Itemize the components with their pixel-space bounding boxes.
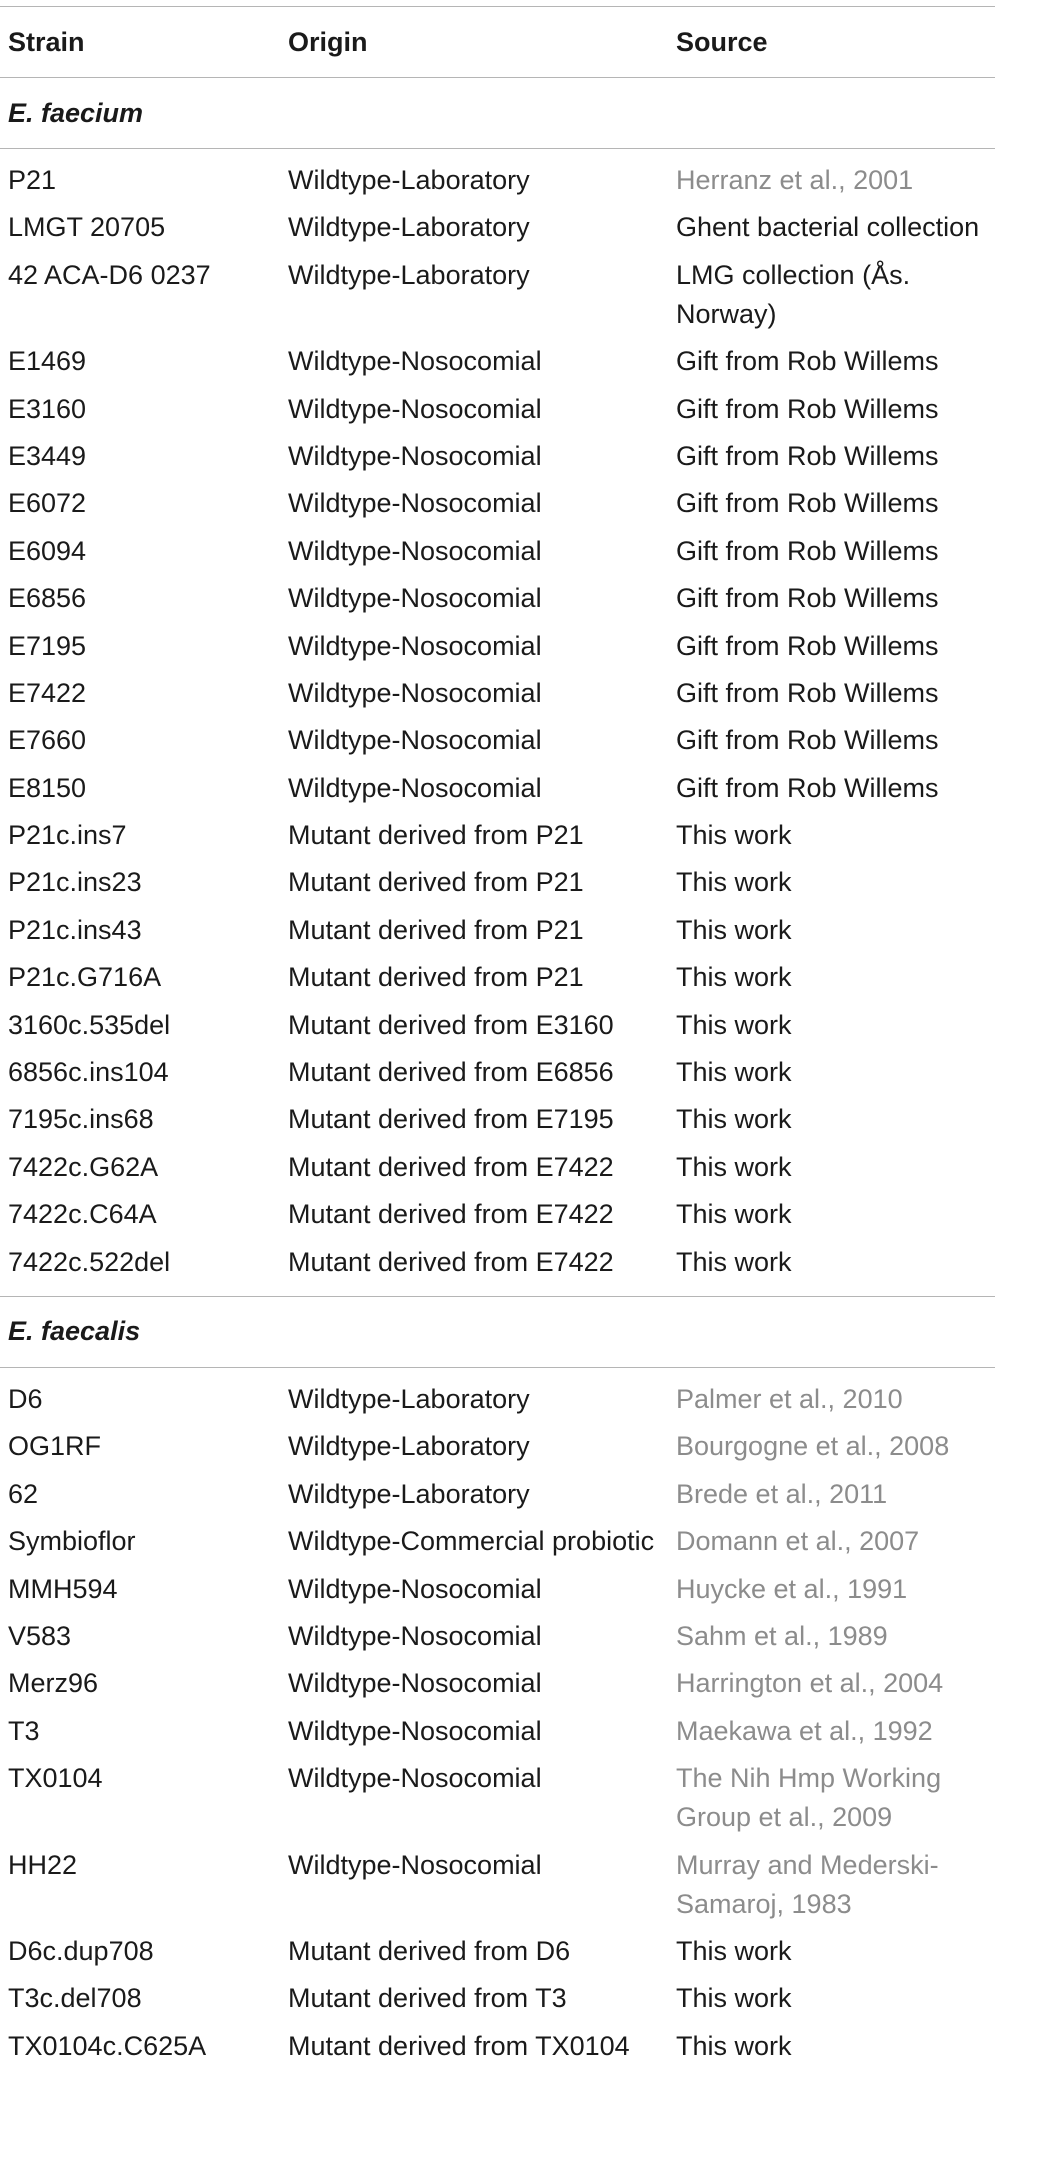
strain-cell: T3c.del708: [8, 1983, 142, 2014]
table-row: [0, 1475, 995, 1522]
table-row: [0, 627, 995, 674]
source-cell: LMG collection (Ås. Norway): [676, 259, 911, 329]
source-cell: This work: [676, 914, 792, 945]
strain-cell: MMH594: [8, 1573, 118, 1604]
table-row: [0, 390, 995, 437]
origin-cell: Wildtype-Nosocomial: [288, 772, 542, 803]
source-cell: Sahm et al., 1989: [676, 1620, 888, 1651]
strain-cell: Merz96: [8, 1668, 99, 1699]
source-cell: Ghent bacterial collection: [676, 212, 980, 243]
source-cell: Bourgogne et al., 2008: [676, 1431, 950, 1462]
source-cell: This work: [676, 1104, 792, 1135]
strain-cell: E3160: [8, 393, 87, 424]
origin-cell: Mutant derived from E3160: [288, 1009, 614, 1040]
origin-cell: Mutant derived from E6856: [288, 1057, 614, 1088]
table-header: [0, 7, 995, 77]
strain-cell: V583: [8, 1620, 72, 1651]
source-cell: This work: [676, 1151, 792, 1182]
origin-cell: Wildtype-Laboratory: [288, 1478, 530, 1509]
section-title: [0, 1297, 995, 1367]
source-cell: Gift from Rob Willems: [676, 440, 939, 471]
origin-cell: Wildtype-Laboratory: [288, 259, 530, 290]
origin-cell: Mutant derived from P21: [288, 914, 584, 945]
table-row: [0, 958, 995, 1005]
section-title: [0, 78, 995, 148]
header-source: Source: [676, 26, 768, 57]
strain-cell: LMGT 20705: [8, 212, 166, 243]
origin-cell: Wildtype-Nosocomial: [288, 1620, 542, 1651]
strain-cell: P21c.ins23: [8, 867, 142, 898]
source-cell: Gift from Rob Willems: [676, 772, 939, 803]
origin-cell: Wildtype-Nosocomial: [288, 1849, 542, 1880]
source-cell: The Nih Hmp Working Group et al., 2009: [676, 1763, 942, 1833]
strain-cell: HH22: [8, 1849, 78, 1880]
strain-cell: E7660: [8, 725, 87, 756]
table-row: [0, 1846, 995, 1932]
strain-cell: TX0104c.C625A: [8, 2030, 207, 2061]
table-row: [0, 911, 995, 958]
table-row: [0, 674, 995, 721]
source-cell: This work: [676, 1009, 792, 1040]
table-row: [0, 256, 995, 342]
origin-cell: Wildtype-Nosocomial: [288, 1668, 542, 1699]
origin-cell: Wildtype-Laboratory: [288, 1383, 530, 1414]
source-cell: Gift from Rob Willems: [676, 677, 939, 708]
origin-cell: Wildtype-Commercial probiotic: [288, 1526, 655, 1557]
strain-cell: D6c.dup708: [8, 1935, 154, 1966]
source-cell: Murray and Mederski-Samaroj, 1983: [676, 1849, 939, 1919]
origin-cell: Wildtype-Nosocomial: [288, 488, 542, 519]
source-cell: Brede et al., 2011: [676, 1478, 888, 1509]
table-row: [0, 1243, 995, 1290]
strain-cell: E7195: [8, 630, 87, 661]
table-row: [0, 1617, 995, 1664]
source-cell: Gift from Rob Willems: [676, 346, 939, 377]
strain-cell: D6: [8, 1383, 43, 1414]
table-row: [0, 1979, 995, 2026]
table-row: [0, 1380, 995, 1427]
table-row: [0, 579, 995, 626]
strain-table: [0, 6, 995, 2080]
strain-cell: P21c.G716A: [8, 962, 162, 993]
strain-cell: 42 ACA-D6 0237: [8, 259, 211, 290]
origin-cell: Wildtype-Nosocomial: [288, 725, 542, 756]
strain-cell: P21: [8, 165, 57, 195]
table-row: [0, 1195, 995, 1242]
strain-cell: 7422c.C64A: [8, 1199, 157, 1230]
strain-cell: 7422c.522del: [8, 1246, 171, 1277]
source-cell: Gift from Rob Willems: [676, 393, 939, 424]
table-row: [0, 1759, 995, 1845]
table-row: [0, 342, 995, 389]
strain-cell: 7422c.G62A: [8, 1151, 159, 1182]
source-cell: Gift from Rob Willems: [676, 535, 939, 566]
origin-cell: Mutant derived from TX0104: [288, 2030, 630, 2061]
table-row: [0, 1006, 995, 1053]
table-row: [0, 208, 995, 255]
strain-cell: E6072: [8, 488, 87, 519]
origin-cell: Wildtype-Nosocomial: [288, 677, 542, 708]
table-row: [0, 484, 995, 531]
table-row: [0, 1932, 995, 1979]
source-cell: This work: [676, 1935, 792, 1966]
header-origin: Origin: [288, 26, 368, 57]
strain-cell: P21c.ins7: [8, 820, 127, 851]
strain-cell: E3449: [8, 440, 87, 471]
origin-cell: Mutant derived from E7422: [288, 1199, 614, 1230]
origin-cell: Wildtype-Nosocomial: [288, 583, 542, 614]
source-cell: Harrington et al., 2004: [676, 1668, 944, 1699]
source-cell: This work: [676, 867, 792, 898]
origin-cell: Wildtype-Nosocomial: [288, 1573, 542, 1604]
strain-cell: E7422: [8, 677, 87, 708]
strain-cell: E1469: [8, 346, 87, 377]
origin-cell: Wildtype-Laboratory: [288, 1431, 530, 1462]
origin-cell: Mutant derived from P21: [288, 820, 584, 851]
strain-cell: T3: [8, 1715, 40, 1746]
source-cell: This work: [676, 1057, 792, 1088]
origin-cell: Mutant derived from E7422: [288, 1246, 614, 1277]
source-cell: This work: [676, 2030, 792, 2061]
origin-cell: Mutant derived from T3: [288, 1983, 567, 2014]
source-cell: Herranz et al., 2001: [676, 165, 914, 195]
origin-cell: Wildtype-Nosocomial: [288, 346, 542, 377]
table-row: [0, 769, 995, 816]
source-cell: This work: [676, 820, 792, 851]
origin-cell: Mutant derived from P21: [288, 867, 584, 898]
source-cell: Gift from Rob Willems: [676, 725, 939, 756]
strain-cell: E6094: [8, 535, 87, 566]
table-row: [0, 1100, 995, 1147]
origin-cell: Wildtype-Nosocomial: [288, 1715, 542, 1746]
table-body: [0, 77, 995, 2080]
strain-cell: OG1RF: [8, 1431, 102, 1462]
strain-cell: 3160c.535del: [8, 1009, 171, 1040]
table-row: [0, 1427, 995, 1474]
strain-cell: E8150: [8, 772, 87, 803]
source-cell: Gift from Rob Willems: [676, 583, 939, 614]
source-cell: Palmer et al., 2010: [676, 1383, 903, 1414]
table-row: [0, 532, 995, 579]
origin-cell: Wildtype-Nosocomial: [288, 535, 542, 566]
table-row: [0, 437, 995, 484]
strain-cell: Symbioflor: [8, 1526, 136, 1557]
strain-cell: E6856: [8, 583, 87, 614]
table-row: [0, 1522, 995, 1569]
strain-cell: 6856c.ins104: [8, 1057, 169, 1088]
table-row: [0, 1712, 995, 1759]
origin-cell: Mutant derived from E7195: [288, 1104, 614, 1135]
strain-cell: P21c.ins43: [8, 914, 142, 945]
source-cell: This work: [676, 1246, 792, 1277]
strain-cell: TX0104: [8, 1763, 103, 1794]
table-row: [0, 1053, 995, 1100]
origin-cell: Wildtype-Nosocomial: [288, 440, 542, 471]
source-cell: Gift from Rob Willems: [676, 630, 939, 661]
source-cell: This work: [676, 962, 792, 993]
table-row: [0, 721, 995, 768]
source-cell: Huycke et al., 1991: [676, 1573, 908, 1604]
section-title-text: E. faecalis: [8, 1316, 141, 1347]
origin-cell: Mutant derived from D6: [288, 1935, 571, 1966]
source-cell: Gift from Rob Willems: [676, 488, 939, 519]
table-row: [0, 1664, 995, 1711]
table-row: [0, 1570, 995, 1617]
source-cell: This work: [676, 1199, 792, 1230]
origin-cell: Mutant derived from E7422: [288, 1151, 614, 1182]
table-row: [0, 2027, 995, 2074]
origin-cell: Wildtype-Nosocomial: [288, 393, 542, 424]
table-row: [0, 161, 995, 208]
strain-cell: 7195c.ins68: [8, 1104, 154, 1135]
origin-cell: Wildtype-Laboratory: [288, 212, 530, 243]
origin-cell: Mutant derived from P21: [288, 962, 584, 993]
strain-cell: 62: [8, 1478, 39, 1509]
table-row: [0, 863, 995, 910]
origin-cell: Wildtype-Nosocomial: [288, 1763, 542, 1794]
origin-cell: Wildtype-Laboratory: [288, 165, 530, 195]
source-cell: Domann et al., 2007: [676, 1526, 920, 1557]
source-cell: Maekawa et al., 1992: [676, 1715, 933, 1746]
origin-cell: Wildtype-Nosocomial: [288, 630, 542, 661]
source-cell: This work: [676, 1983, 792, 2014]
section-title-text: E. faecium: [8, 97, 144, 128]
table-row: [0, 816, 995, 863]
header-strain: Strain: [8, 26, 85, 57]
table-row: [0, 1148, 995, 1195]
